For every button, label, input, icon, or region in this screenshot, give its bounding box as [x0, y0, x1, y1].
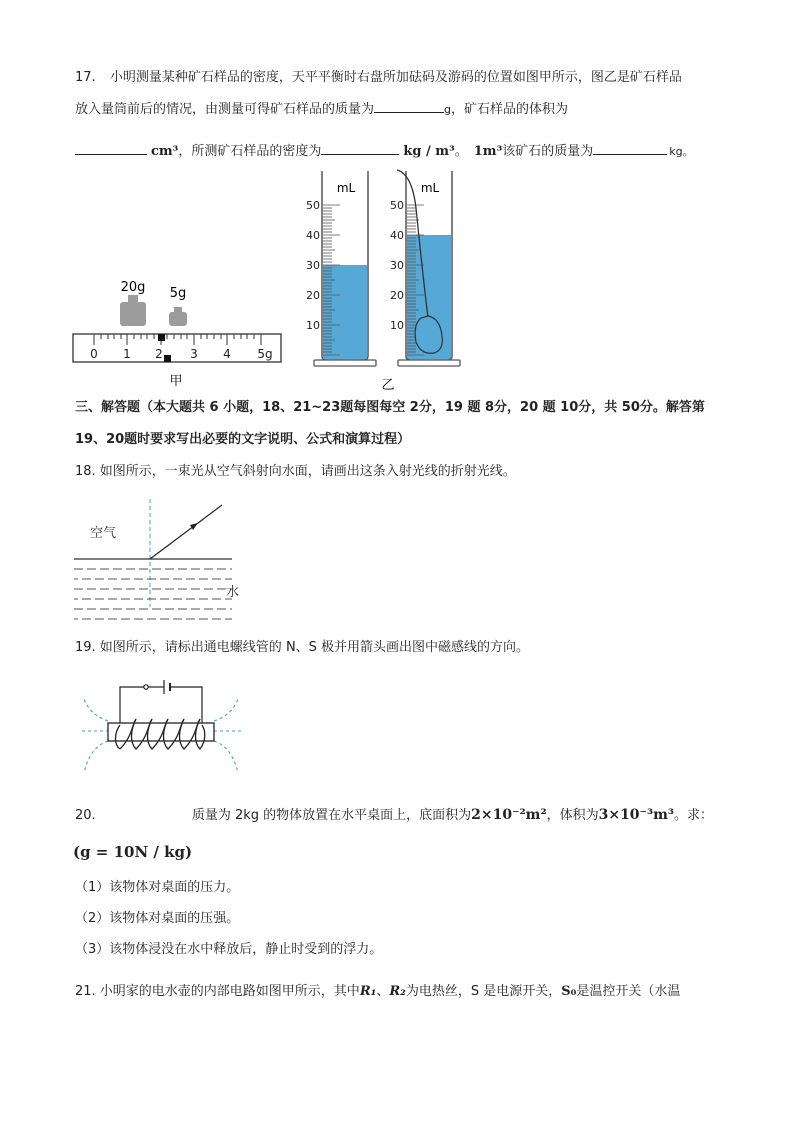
- q20-item-3: （3）该物体浸没在水中释放后，静止时受到的浮力。: [75, 942, 383, 957]
- scale-tick-1: 1: [123, 347, 131, 361]
- cyl2-unit-label: mL: [420, 181, 440, 195]
- q21-r1: R₁: [359, 984, 377, 999]
- q21-s0: S₀: [561, 984, 577, 999]
- cyl1-unit-label: mL: [336, 181, 356, 195]
- q21-r2: R₂: [389, 984, 406, 999]
- q17-text3b: 。: [454, 144, 468, 159]
- label-air: 空气: [90, 526, 117, 541]
- q21-text-a: 21. 小明家的电水壶的内部电路如图甲所示，其中: [75, 984, 360, 999]
- water-dashes: [74, 569, 232, 619]
- unit-g: g: [444, 103, 451, 116]
- caption-jia: 甲: [169, 374, 183, 389]
- q20-given: (g = 10N / kg): [73, 843, 193, 861]
- volume-answer-blank[interactable]: [75, 140, 147, 155]
- q20-item-1: （1）该物体对桌面的压力。: [75, 880, 240, 895]
- unit-cm3: cm³: [151, 144, 179, 159]
- cylinder-before: [306, 171, 376, 366]
- q18-text: 18. 如图所示，一束光从空气斜射向水面，请画出这条入射光线的折射光线。: [75, 464, 516, 479]
- cyl2-tick-10: 10: [390, 319, 404, 332]
- scale-tick-3: 3: [190, 347, 198, 361]
- cyl1-tick-30: 30: [306, 259, 320, 272]
- q17-text1: 小明测量某种矿石样品的密度，天平平衡时右盘所加砝码及游码的位置如图甲所示，图乙是矿石样品: [109, 70, 682, 85]
- q20-text-b: ，体积为: [546, 808, 599, 823]
- unit-kg: kg。: [669, 145, 694, 158]
- cyl2-tick-20: 20: [390, 289, 404, 302]
- q20-text-c: 。求：: [674, 808, 714, 823]
- balance-figure: [70, 275, 285, 390]
- cyl1-tick-10: 10: [306, 319, 320, 332]
- refraction-figure: [72, 495, 252, 627]
- cyl2-tick-50: 50: [390, 199, 404, 212]
- incident-arrow-icon: [190, 523, 198, 530]
- q21-line1: [75, 982, 680, 1002]
- q19-text: 19. 如图所示，请标出通电螺线管的 N、S 极并用箭头画出图中磁感线的方向。: [75, 640, 530, 655]
- scale-bar: [73, 334, 281, 362]
- q17-line3: [75, 140, 694, 162]
- cylinders-figure: [300, 168, 470, 393]
- water-before: [323, 265, 367, 359]
- battery-circuit: [120, 680, 202, 725]
- cyl1-tick-20: 20: [306, 289, 320, 302]
- weight-5g-label: 5g: [169, 286, 187, 301]
- section3-line1: 三、解答题（本大题共 6 小题，18、21~23题每图每空 2分，19 题 8分，20 题 10分，共 50分。解答第: [75, 400, 705, 415]
- q21-sep: 、: [376, 984, 390, 999]
- scale-tick-4: 4: [223, 347, 231, 361]
- q21-text-c: 是温控开关（水温: [576, 984, 681, 999]
- weight-5g-icon: [169, 307, 187, 326]
- scale-tick-2: 2: [155, 347, 163, 361]
- weight-20g-icon: [120, 295, 146, 326]
- q17-line2: [75, 98, 568, 120]
- q20-volume: 3×10⁻³m³: [598, 807, 675, 823]
- unit-kgm3: kg / m³: [403, 144, 455, 159]
- section3-line2: 19、20题时要求写出必要的文字说明、公式和演算过程）: [75, 432, 411, 447]
- ore-mass-answer-blank[interactable]: [593, 140, 667, 155]
- rider-top: [158, 334, 165, 341]
- incident-ray: [150, 505, 222, 559]
- q17-number: 17.: [75, 70, 96, 85]
- q20-line1: [75, 805, 713, 826]
- scale-tick-5g: 5g: [257, 347, 273, 361]
- label-water: 水: [226, 585, 240, 600]
- cyl2-tick-30: 30: [390, 259, 404, 272]
- caption-yi: 乙: [381, 378, 395, 393]
- solenoid-core: [108, 723, 214, 741]
- mass-answer-blank[interactable]: [374, 98, 444, 113]
- q17-text3c: 该矿石的质量为: [502, 144, 594, 159]
- rider-bottom: [164, 355, 171, 362]
- q21-text-b: 为电热丝，S 是电源开关，: [405, 984, 562, 999]
- unit-1m3: 1m³: [473, 144, 503, 159]
- q20-text-a: 质量为 2kg 的物体放置在水平桌面上，底面积为: [191, 808, 472, 823]
- solenoid-figure: [82, 675, 242, 780]
- q17-text3a: ，所测矿石样品的密度为: [178, 144, 322, 159]
- weight-20g-label: 20g: [120, 280, 146, 295]
- q20-item-2: （2）该物体对桌面的压强。: [75, 911, 240, 926]
- cyl2-tick-40: 40: [390, 229, 404, 242]
- cyl1-tick-50: 50: [306, 199, 320, 212]
- cylinder-after: [390, 170, 460, 366]
- q17-line1: [75, 68, 682, 88]
- cyl1-tick-40: 40: [306, 229, 320, 242]
- q17-text2a: 放入量筒前后的情况，由测量可得矿石样品的质量为: [75, 102, 375, 117]
- q20-area: 2×10⁻²m²: [471, 807, 547, 823]
- q20-number: 20.: [75, 808, 96, 823]
- q17-text2b: ，矿石样品的体积为: [451, 102, 569, 117]
- density-answer-blank[interactable]: [321, 140, 399, 155]
- scale-tick-0: 0: [90, 347, 98, 361]
